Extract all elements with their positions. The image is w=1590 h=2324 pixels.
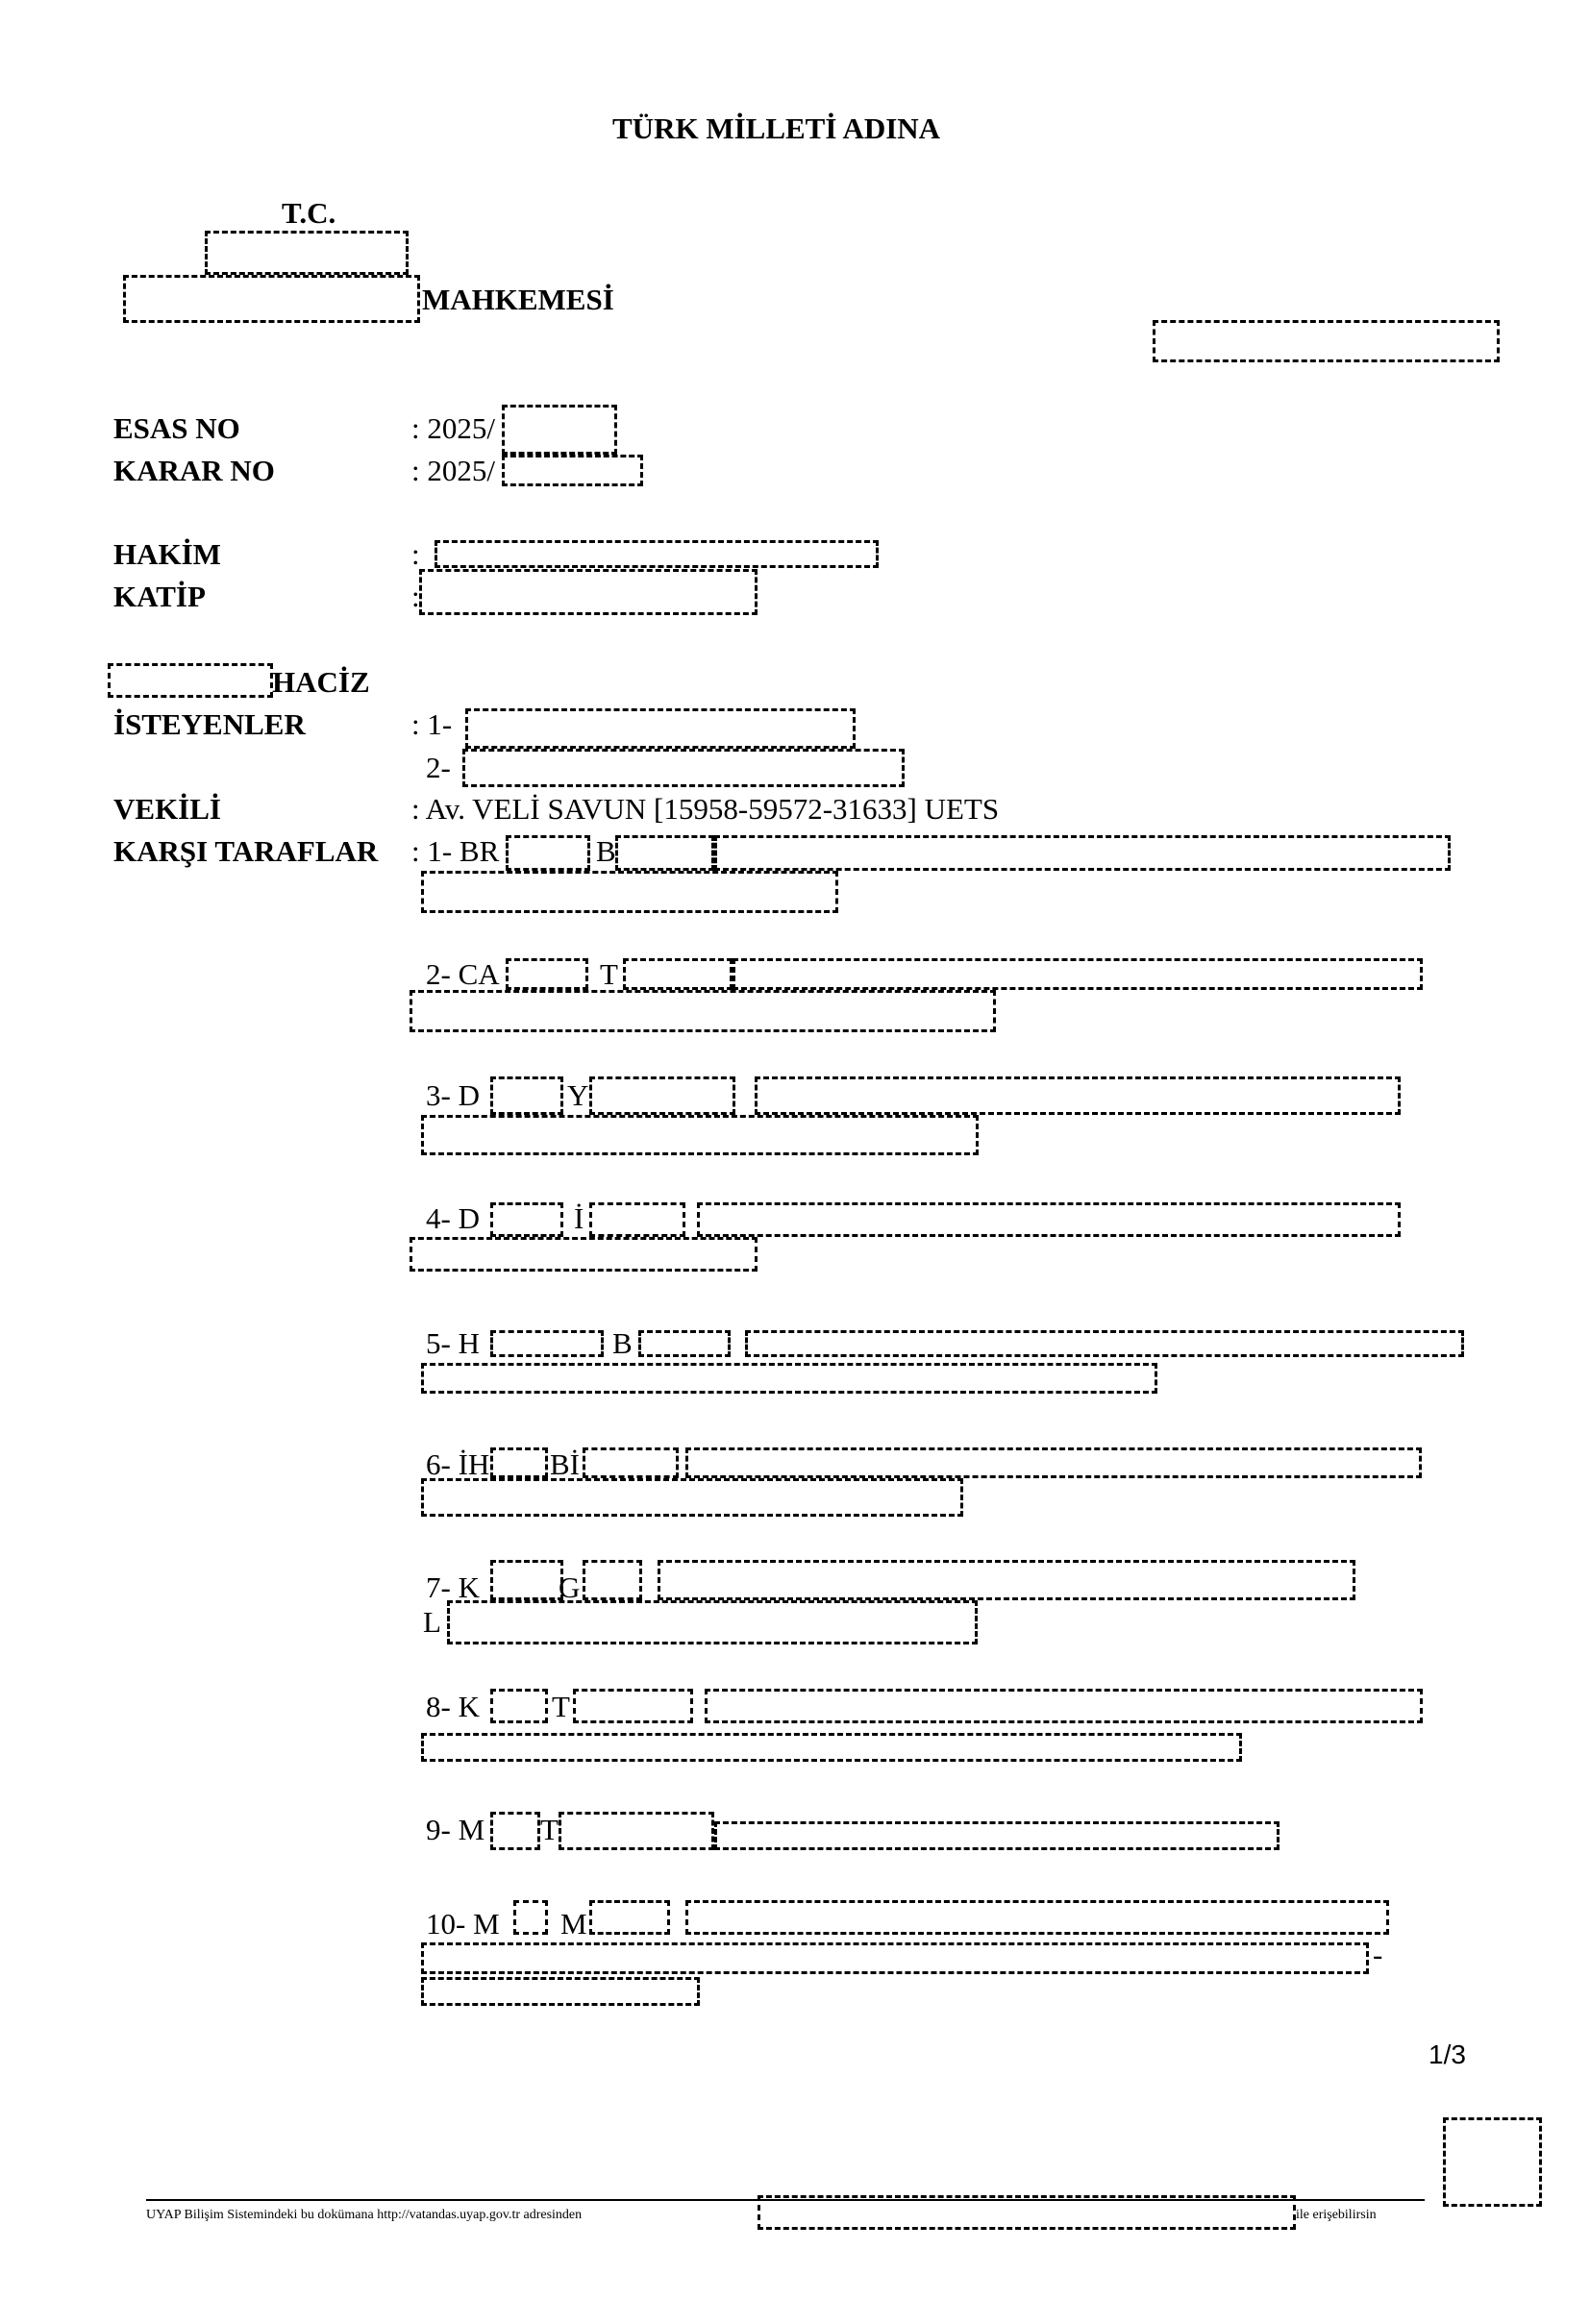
redacted-box: [589, 1900, 670, 1935]
karsi-item-6-part: Bİ: [550, 1447, 580, 1481]
redacted-box: [583, 1560, 642, 1600]
karsi-item-4: 4- D: [426, 1201, 480, 1235]
redacted-box: [1153, 320, 1500, 362]
redacted-qr-code: [1443, 2117, 1542, 2207]
redacted-box: [490, 1447, 548, 1478]
tc-label: T.C.: [282, 196, 336, 230]
redacted-hakim: [435, 540, 879, 568]
redacted-box: [421, 1363, 1157, 1394]
karsi-item-10-dash: -: [1373, 1938, 1383, 1971]
redacted-box: [733, 958, 1423, 990]
karsi-item-7-cont: L: [423, 1605, 441, 1639]
karsi-item-8-part: T: [552, 1690, 570, 1723]
karsi-item-9-part: T: [540, 1813, 559, 1846]
footer-text-right: ile erişebilirsin: [1296, 2208, 1377, 2222]
redacted-box: [421, 1478, 963, 1517]
karar-no-label: KARAR NO: [113, 454, 275, 487]
karsi-item-5-part: B: [612, 1326, 633, 1360]
redacted-court-name: [123, 275, 420, 323]
redacted-box: [506, 958, 588, 990]
redacted-box: [745, 1330, 1464, 1357]
karsi-item-1-part: B: [596, 834, 616, 868]
hakim-label: HAKİM: [113, 537, 221, 571]
redacted-box: [755, 1076, 1401, 1115]
karsi-item-6: 6- İH: [426, 1447, 490, 1481]
redacted-box: [589, 1076, 735, 1115]
redacted-box: [421, 1733, 1242, 1762]
redacted-box: [490, 1812, 540, 1850]
vekili-value: : Av. VELİ SAVUN [15958-59572-31633] UETS: [411, 792, 1000, 826]
isteyen-item-1: : 1-: [411, 707, 453, 741]
redacted-box: [205, 231, 409, 275]
isteyenler-label: İSTEYENLER: [113, 707, 306, 741]
redacted-box: [685, 1900, 1389, 1935]
karsi-item-3: 3- D: [426, 1078, 480, 1112]
redacted-box: [685, 1447, 1422, 1478]
redacted-box: [697, 1202, 1401, 1237]
karsi-item-7: 7- K: [426, 1570, 480, 1604]
redacted-box: [447, 1600, 978, 1644]
karsi-item-9: 9- M: [426, 1813, 485, 1846]
karsi-item-2: 2- CA: [426, 957, 500, 991]
redacted-box: [421, 1942, 1369, 1974]
karsi-item-2-part: T: [600, 957, 618, 991]
redacted-box: [513, 1900, 548, 1935]
karsi-item-10: 10- M: [426, 1907, 500, 1941]
redacted-box: [714, 1821, 1279, 1850]
karsi-item-4-part: İ: [574, 1201, 584, 1235]
footer-text-left: UYAP Bilişim Sistemindeki bu dokümana http://vatandas.uyap.gov.tr adresinden: [146, 2208, 583, 2222]
court-suffix: MAHKEMESİ: [422, 283, 614, 316]
redacted-box: [714, 835, 1451, 871]
redacted-box: [465, 708, 856, 749]
redacted-box: [421, 871, 838, 913]
redacted-box: [705, 1689, 1423, 1723]
redacted-box: [421, 1977, 700, 2006]
redacted-box: [638, 1330, 731, 1357]
redacted-box: [490, 1076, 563, 1115]
redacted-box: [502, 455, 643, 486]
esas-no-value: : 2025/: [411, 411, 495, 445]
redacted-access-code: [758, 2195, 1296, 2230]
redacted-box: [490, 1202, 563, 1237]
redacted-box: [559, 1812, 714, 1850]
karsi-item-3-part: Y: [567, 1078, 589, 1112]
document-title: TÜRK MİLLETİ ADINA: [612, 111, 941, 145]
vekili-label: VEKİLİ: [113, 792, 221, 826]
katip-label: KATİP: [113, 580, 206, 613]
redacted-box: [615, 835, 714, 871]
esas-no-label: ESAS NO: [113, 411, 240, 445]
redacted-box: [462, 749, 905, 787]
hakim-value: :: [411, 537, 420, 571]
haciz-label: HACİZ: [272, 665, 370, 699]
katip-value: :: [411, 580, 420, 613]
redacted-box: [410, 1237, 758, 1272]
karsi-taraflar-label: KARŞI TARAFLAR: [113, 834, 379, 868]
karsi-item-8: 8- K: [426, 1690, 480, 1723]
redacted-box: [410, 990, 996, 1032]
karsi-item-10-part: M: [560, 1907, 587, 1941]
redacted-box: [490, 1330, 604, 1357]
page-number: 1/3: [1429, 2040, 1466, 2069]
karar-no-value: : 2025/: [411, 454, 495, 487]
karsi-item-7-part: G: [559, 1570, 581, 1604]
redacted-box: [623, 958, 733, 990]
isteyen-item-2: 2-: [426, 751, 451, 784]
karsi-item-5: 5- H: [426, 1326, 480, 1360]
redacted-box: [108, 663, 273, 698]
redacted-katip: [419, 569, 758, 615]
redacted-box: [502, 405, 617, 455]
redacted-box: [490, 1689, 548, 1723]
redacted-box: [583, 1447, 679, 1478]
karsi-item-1: : 1- BR: [411, 834, 500, 868]
redacted-box: [506, 835, 590, 871]
redacted-box: [573, 1689, 693, 1723]
redacted-box: [658, 1560, 1355, 1600]
redacted-box: [490, 1560, 563, 1600]
redacted-box: [589, 1202, 685, 1237]
redacted-box: [421, 1115, 979, 1155]
